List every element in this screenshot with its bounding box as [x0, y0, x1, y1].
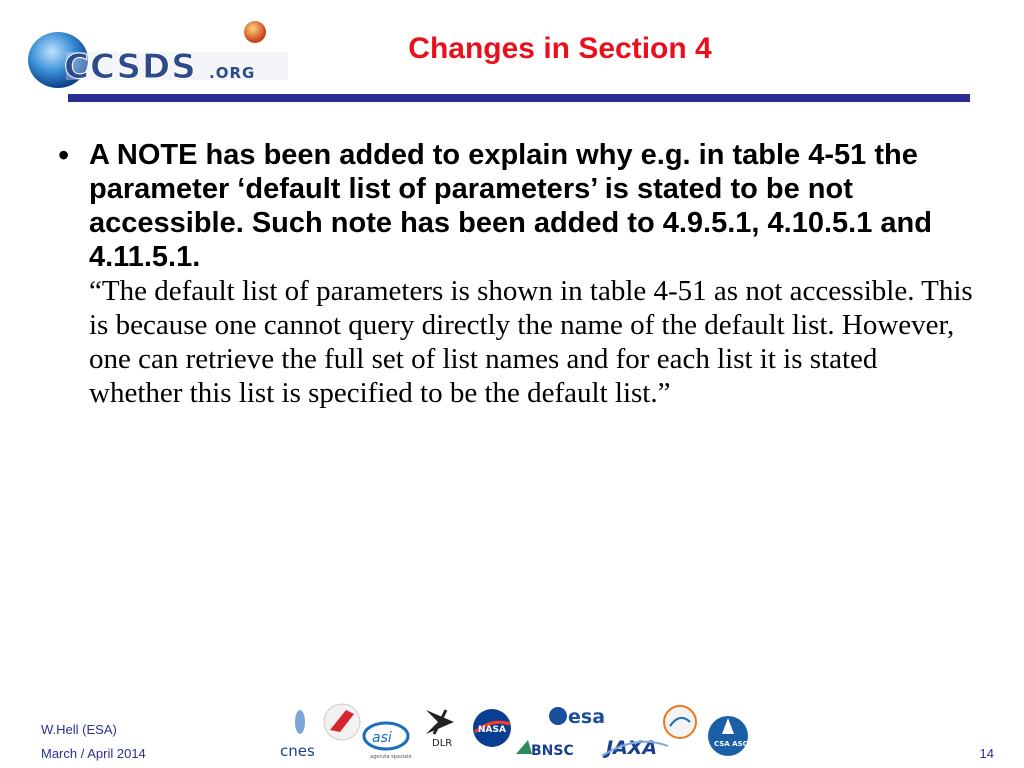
- title-divider: [68, 94, 970, 102]
- nasa-logo: [473, 709, 511, 747]
- svg-text:asi: asi: [372, 730, 392, 746]
- jaxa-logo: [602, 737, 668, 759]
- slide-title: Changes in Section 4: [408, 32, 712, 65]
- bullet-text: A NOTE has been added to explain why e.g. in table 4-51 the parameter ‘default list of parameters’ is stated to be not accessible. Such note has been added to 4.9.5.1, 4.10.5.1 and 4.11.5.1.: [89, 139, 932, 273]
- svg-text:DLR: DLR: [432, 738, 453, 749]
- svg-text:cnes: cnes: [280, 742, 315, 760]
- csa-logo: [708, 716, 748, 756]
- svg-text:CCSDS: CCSDS: [64, 47, 197, 87]
- svg-text:CSA ASC: CSA ASC: [714, 740, 748, 748]
- page-number: 14: [979, 746, 994, 761]
- asi-logo: [364, 723, 412, 760]
- footer-author: W.Hell (ESA): [41, 722, 117, 737]
- bnsc-logo: [516, 740, 574, 759]
- slide-body: [58, 138, 978, 410]
- cnes-logo: [280, 710, 315, 760]
- roscosmos-logo: [324, 704, 360, 740]
- dlr-logo: [426, 710, 454, 749]
- esa-logo: [549, 706, 605, 728]
- inpe-logo: [664, 706, 696, 738]
- agency-logos: [276, 700, 756, 764]
- quoted-note: “The default list of parameters is shown in table 4-51 as not accessible. This is because one cannot query directly the name of the default list. However, one can retrieve the full set of list names and for each list it is stated whether this list is specified to be the default list.”: [89, 275, 973, 409]
- svg-text:BNSC: BNSC: [531, 743, 574, 759]
- svg-text:esa: esa: [568, 706, 606, 728]
- svg-text:.ORG: .ORG: [209, 64, 256, 82]
- bullet-marker: •: [58, 137, 70, 173]
- ccsds-logo: [26, 20, 296, 92]
- svg-text:agenzia spaziale: agenzia spaziale: [370, 754, 412, 760]
- svg-text:NASA: NASA: [478, 725, 506, 735]
- footer-date: March / April 2014: [41, 746, 146, 761]
- svg-text:JAXA: JAXA: [606, 737, 658, 759]
